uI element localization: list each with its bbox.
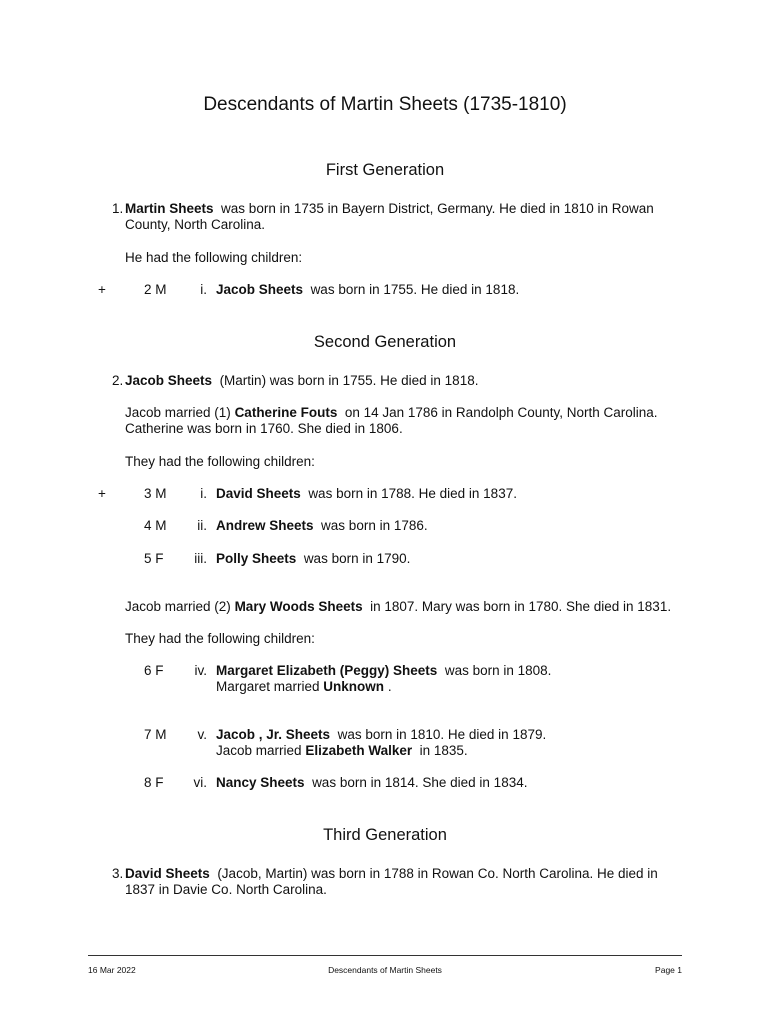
child-entry <box>216 774 527 791</box>
generation-heading-third: Third Generation <box>323 826 447 844</box>
child-roman-numeral: ii. <box>197 518 207 533</box>
child-details: was born in 1814. She died in 1834. <box>312 775 528 790</box>
child-id: 5 F <box>144 551 164 566</box>
footer-page-number: Page 1 <box>655 965 682 975</box>
child-id: 4 M <box>144 518 167 533</box>
child-name[interactable]: Polly Sheets <box>216 551 297 566</box>
child-entry <box>216 550 410 567</box>
child-name[interactable]: Jacob , Jr. Sheets <box>216 727 331 742</box>
spouse-name[interactable]: Unknown <box>323 679 385 694</box>
child-marriage-suffix: in 1835. <box>419 743 468 758</box>
marriage-entry <box>125 598 671 615</box>
child-details: was born in 1790. <box>303 551 411 566</box>
child-roman-numeral: iii. <box>194 551 207 566</box>
footer-title: Descendants of Martin Sheets <box>328 965 442 975</box>
child-details: was born in 1786. <box>321 518 428 533</box>
child-roman-numeral: i. <box>200 486 207 501</box>
child-entry <box>216 517 428 534</box>
marriage-details: in 1807. Mary was born in 1780. She died in 1831. <box>370 599 672 614</box>
person-name[interactable]: Jacob Sheets <box>125 373 213 388</box>
child-roman-numeral: vi. <box>193 775 207 790</box>
child-name[interactable]: David Sheets <box>216 486 301 501</box>
marriage-entry <box>125 404 658 421</box>
person-details-continued: 1837 in Davie Co. North Carolina. <box>125 882 327 897</box>
child-marriage-prefix: Margaret married <box>216 679 320 694</box>
child-name[interactable]: Jacob Sheets <box>216 282 304 297</box>
person-number: 3. <box>112 866 124 881</box>
marriage-prefix: Jacob married (1) <box>125 405 231 420</box>
generation-heading-second: Second Generation <box>313 333 457 351</box>
spouse-details: Catherine was born in 1760. She died in 1806. <box>125 421 403 436</box>
marriage-details: on 14 Jan 1786 in Randolph County, North Carolina. <box>344 405 658 420</box>
marriage-prefix: Jacob married (2) <box>125 599 231 614</box>
children-intro: They had the following children: <box>125 631 315 646</box>
spouse-name[interactable]: Catherine Fouts <box>234 405 338 420</box>
child-entry <box>216 281 519 298</box>
children-intro: They had the following children: <box>125 454 315 469</box>
child-roman-numeral: iv. <box>194 663 207 678</box>
footer-date: 16 Mar 2022 <box>88 965 136 975</box>
person-entry <box>125 372 478 389</box>
child-entry <box>216 662 551 679</box>
child-marriage <box>216 742 468 759</box>
footer-divider <box>88 955 682 956</box>
person-details: was born in 1735 in Bayern District, Germany. He died in 1810 in Rowan <box>221 201 654 216</box>
child-details: was born in 1810. He died in 1879. <box>337 727 547 742</box>
page-title: Descendants of Martin Sheets (1735-1810) <box>203 94 567 115</box>
child-name[interactable]: Margaret Elizabeth (Peggy) Sheets <box>216 663 438 678</box>
child-details: was born in 1788. He died in 1837. <box>308 486 517 501</box>
child-entry <box>216 726 546 743</box>
children-intro: He had the following children: <box>125 250 303 265</box>
child-name[interactable]: Andrew Sheets <box>216 518 314 533</box>
generation-heading-first: First Generation <box>325 161 445 179</box>
has-descendants-marker: + <box>98 282 106 297</box>
person-number: 1. <box>112 201 124 216</box>
child-id: 6 F <box>144 663 164 678</box>
person-details: (Martin) was born in 1755. He died in 1818. <box>219 373 479 388</box>
child-id: 2 M <box>144 282 167 297</box>
child-roman-numeral: v. <box>197 727 207 742</box>
child-name[interactable]: Nancy Sheets <box>216 775 305 790</box>
person-number: 2. <box>112 373 124 388</box>
child-id: 7 M <box>144 727 167 742</box>
child-roman-numeral: i. <box>200 282 207 297</box>
child-marriage-suffix: . <box>387 679 392 694</box>
child-id: 8 F <box>144 775 164 790</box>
person-details-continued: County, North Carolina. <box>125 217 266 232</box>
child-entry <box>216 485 517 502</box>
spouse-name[interactable]: Elizabeth Walker <box>305 743 413 758</box>
spouse-name[interactable]: Mary Woods Sheets <box>234 599 363 614</box>
child-id: 3 M <box>144 486 167 501</box>
person-entry <box>125 200 654 217</box>
person-entry <box>125 865 658 882</box>
child-details: was born in 1755. He died in 1818. <box>310 282 520 297</box>
child-marriage-prefix: Jacob married <box>216 743 302 758</box>
person-name[interactable]: David Sheets <box>125 866 210 881</box>
child-details: was born in 1808. <box>444 663 552 678</box>
child-marriage <box>216 678 392 695</box>
person-name[interactable]: Martin Sheets <box>125 201 214 216</box>
has-descendants-marker: + <box>98 486 106 501</box>
person-details: (Jacob, Martin) was born in 1788 in Rowan Co. North Carolina. He died in <box>217 866 658 881</box>
